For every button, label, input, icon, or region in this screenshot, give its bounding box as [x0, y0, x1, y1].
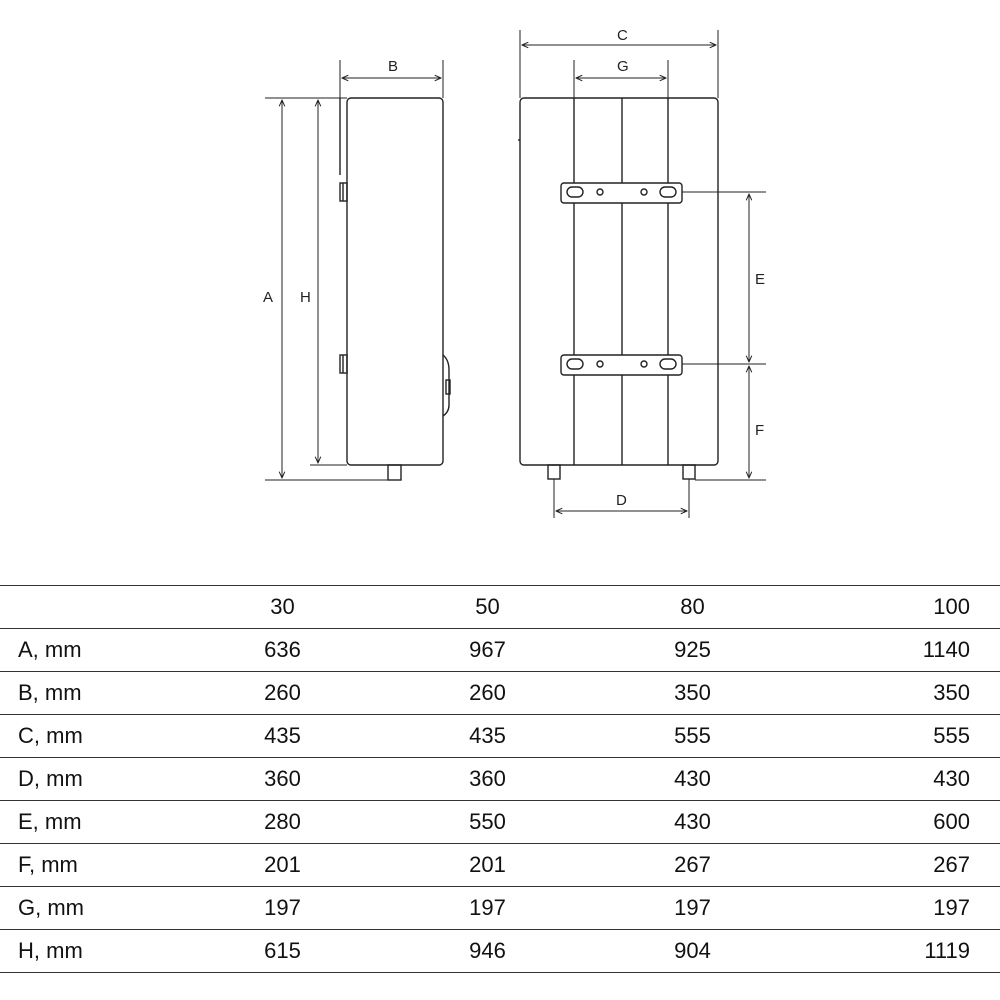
front-view-pipe-left — [548, 465, 560, 479]
table-cell: 280 — [180, 801, 385, 844]
row-label: A, mm — [0, 629, 180, 672]
table-cell: 550 — [385, 801, 590, 844]
table-cell: 197 — [590, 887, 795, 930]
table-cell: 260 — [385, 672, 590, 715]
table-header-cell: 80 — [590, 586, 795, 629]
table-cell: 967 — [385, 629, 590, 672]
table-cell: 201 — [180, 844, 385, 887]
row-label: F, mm — [0, 844, 180, 887]
table-header-cell — [0, 586, 180, 629]
table-row — [0, 629, 1000, 672]
table-cell: 1119 — [795, 930, 1000, 973]
table-header-cell: 30 — [180, 586, 385, 629]
dimension-d-label: D — [616, 492, 627, 509]
dimension-a-label: A — [263, 289, 274, 306]
table-cell: 360 — [385, 758, 590, 801]
row-label: E, mm — [0, 801, 180, 844]
table-row — [0, 844, 1000, 887]
dimension-h-label: H — [300, 289, 311, 306]
table-header-cell: 100 — [795, 586, 1000, 629]
front-view — [518, 98, 718, 479]
table-row — [0, 758, 1000, 801]
table-header-cell: 50 — [385, 586, 590, 629]
table-cell: 197 — [180, 887, 385, 930]
table-cell: 904 — [590, 930, 795, 973]
table-row — [0, 801, 1000, 844]
table-cell: 555 — [795, 715, 1000, 758]
front-view-pipe-right — [683, 465, 695, 479]
table-cell: 260 — [180, 672, 385, 715]
lower-bracket — [561, 355, 682, 375]
table-cell: 267 — [590, 844, 795, 887]
table-row — [0, 715, 1000, 758]
side-view-pipe — [388, 465, 401, 480]
table-cell: 435 — [385, 715, 590, 758]
dimension-e-label: E — [755, 271, 766, 288]
table-cell: 360 — [180, 758, 385, 801]
side-view — [340, 98, 450, 480]
table-row — [0, 672, 1000, 715]
table-cell: 435 — [180, 715, 385, 758]
table-cell: 267 — [795, 844, 1000, 887]
table-cell: 430 — [590, 801, 795, 844]
table-cell: 197 — [385, 887, 590, 930]
row-label: D, mm — [0, 758, 180, 801]
table-cell: 925 — [590, 629, 795, 672]
table-cell: 350 — [590, 672, 795, 715]
row-label: B, mm — [0, 672, 180, 715]
table-cell: 555 — [590, 715, 795, 758]
row-label: G, mm — [0, 887, 180, 930]
dimensions-table — [0, 585, 1000, 973]
table-cell: 430 — [590, 758, 795, 801]
side-view-tank — [347, 98, 443, 465]
table-row — [0, 930, 1000, 973]
table-header-row — [0, 586, 1000, 629]
row-label: C, mm — [0, 715, 180, 758]
dimension-f-label: F — [755, 422, 765, 439]
table-cell: 430 — [795, 758, 1000, 801]
table-cell: 615 — [180, 930, 385, 973]
table-cell: 350 — [795, 672, 1000, 715]
table-cell: 197 — [795, 887, 1000, 930]
table-cell: 600 — [795, 801, 1000, 844]
table-cell: 946 — [385, 930, 590, 973]
table-row — [0, 887, 1000, 930]
table-cell: 1140 — [795, 629, 1000, 672]
dimension-g-label: G — [617, 58, 629, 75]
dimension-b-label: B — [388, 58, 399, 75]
table-cell: 201 — [385, 844, 590, 887]
row-label: H, mm — [0, 930, 180, 973]
dimension-c-label: C — [617, 27, 628, 44]
front-view-tank — [520, 98, 718, 465]
upper-bracket — [561, 183, 682, 203]
table-cell: 636 — [180, 629, 385, 672]
